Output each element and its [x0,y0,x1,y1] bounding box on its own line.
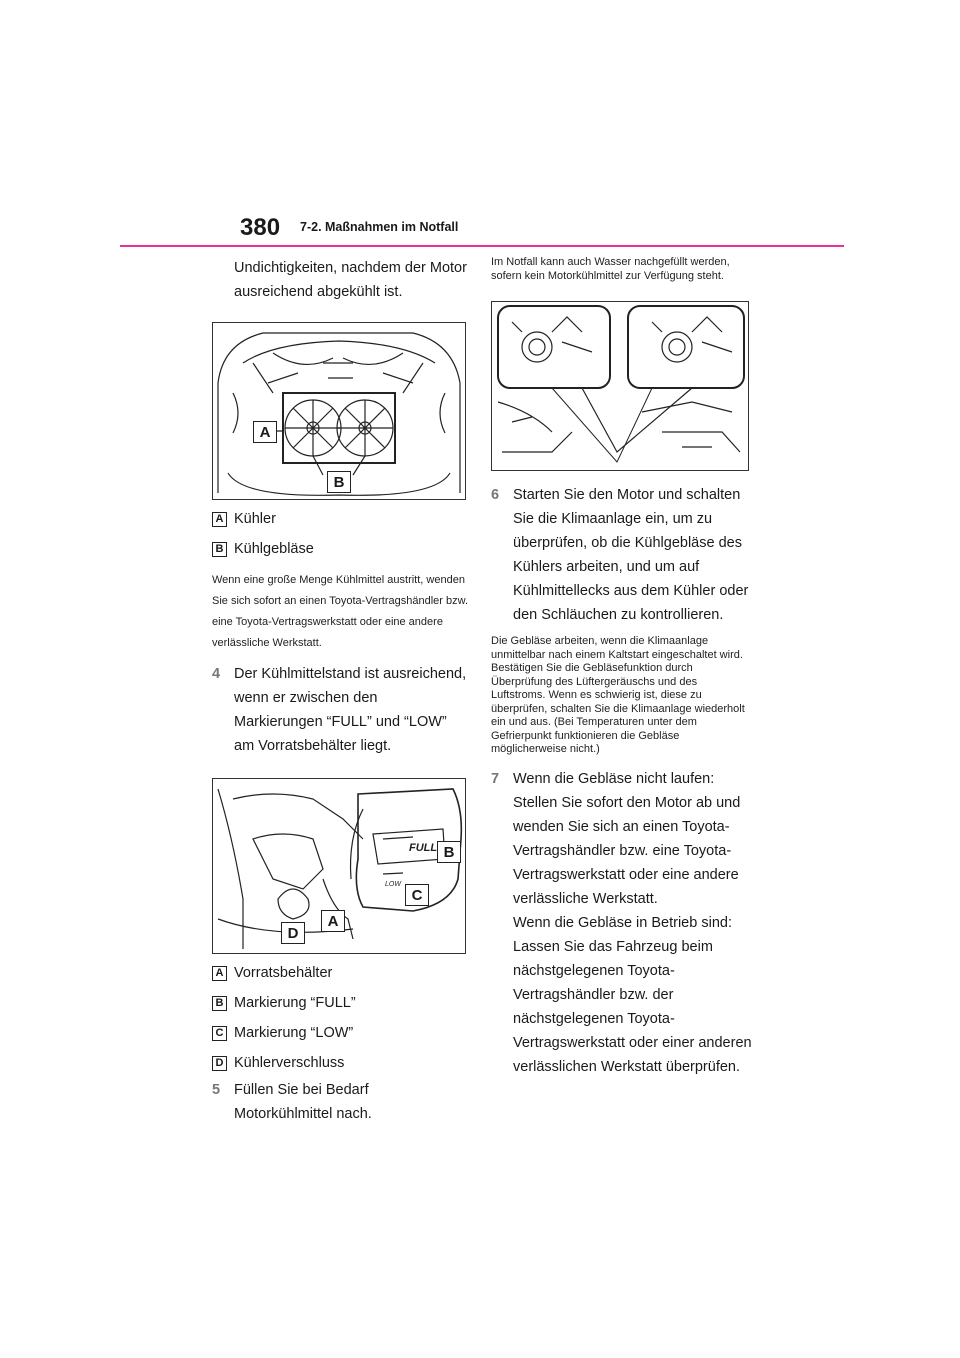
legend-label: Vorratsbehälter [234,965,333,981]
step-text: Wenn die Gebläse in Betrieb sind: Lassen Sie das Fahrzeug beim nächstgelegenen Toyota-Vertragshändler bzw. der nächstgelegenen Toyota-Vertragswerkstatt oder einer anderen verlässlichen Werkstatt überprüfen. [513,914,752,1075]
callout-a: A [321,910,345,932]
legend-key: B [212,542,227,557]
step-number: 6 [491,487,500,503]
figure-reservoir [212,778,466,954]
step-7 [491,767,753,1079]
figure-radiator-cap [491,301,749,471]
callout-c: C [405,884,429,906]
legend-figure1 [212,504,470,564]
legend-key: A [212,966,227,981]
step-text: Der Kühlmittelstand ist ausreichend, wenn er zwischen den Markierungen “FULL” und “LOW” am Vorratsbehälter liegt. [234,666,467,754]
legend-item [212,1018,470,1048]
step-text: Starten Sie den Motor und schalten Sie die Klimaanlage ein, um zu überprüfen, ob die Kühlgebläse des Kühlers arbeiten, und um auf Kühlmittellecks aus dem Kühler oder den Schläuchen zu kontrollieren. [513,487,749,623]
legend-item [212,958,470,988]
low-mark: LOW [385,881,401,888]
legend-item [212,988,470,1018]
callout-d: D [281,922,305,944]
right-column [491,256,753,1079]
legend-item [212,1048,470,1078]
legend-figure2 [212,958,470,1078]
legend-label: Markierung “LOW” [234,1025,354,1041]
step-6 [491,483,753,627]
note-fan: Die Gebläse arbeiten, wenn die Klimaanlage unmittelbar nach einem Kaltstart eingeschaltet wird. Bestätigen Sie die Gebläsefunktion durch Überprüfung des Lüftergeräuschs und des Luftstroms. Wenn es schwierig ist, diese zu überprüfen, schalten Sie die Klimaanlage wiederholt ein und aus. (Bei Temperaturen unter dem Gefrierpunkt funktionieren die Gebläse möglicherweise nicht.) [491,635,745,755]
step-text: Wenn die Gebläse nicht laufen: Stellen Sie sofort den Motor ab und wenden Sie sich an einen Toyota-Vertragshändler bzw. eine Toyota-Vertragswerkstatt oder eine andere verlässliche Werkstatt. [513,770,741,907]
step-number: 7 [491,770,500,787]
callout-a: A [253,421,277,443]
step-number: 4 [212,666,221,682]
step-text-group [513,767,753,1079]
continuation-text: Undichtigkeiten, nachdem der Motor ausreichend abgekühlt ist. [234,260,467,300]
legend-label: Markierung “FULL” [234,995,356,1011]
note-coolant-leak: Wenn eine große Menge Kühlmittel austritt, wenden Sie sich sofort an einen Toyota-Vertragshändler bzw. eine Toyota-Vertragswerkstatt oder eine andere verlässliche Werkstatt. [212,574,469,649]
legend-key: B [212,996,227,1011]
legend-key: D [212,1056,227,1071]
legend-label: Kühler [234,511,276,527]
step-text: Füllen Sie bei Bedarf Motorkühlmittel nach. [234,1082,372,1122]
legend-label: Kühlgebläse [234,541,314,557]
legend-key: A [212,512,227,527]
legend-item [212,504,470,534]
radiator-cap-illustration [492,302,748,470]
note-water: Im Notfall kann auch Wasser nachgefüllt werden, sofern kein Motorkühlmittel zur Verfügung steht. [491,256,730,282]
legend-item [212,534,470,564]
full-mark: FULL [409,842,438,854]
callout-b: B [437,841,461,863]
step-5 [212,1078,470,1126]
callout-b: B [327,471,351,493]
step-number: 5 [212,1082,221,1098]
step-4 [212,662,470,758]
page-number: 380 [240,214,281,241]
left-column [212,256,470,1126]
figure-radiator [212,322,466,500]
section-title: 7-2. Maßnahmen im Notfall [300,220,459,234]
legend-key: C [212,1026,227,1041]
legend-label: Kühlerverschluss [234,1055,345,1071]
header-rule [120,245,844,247]
